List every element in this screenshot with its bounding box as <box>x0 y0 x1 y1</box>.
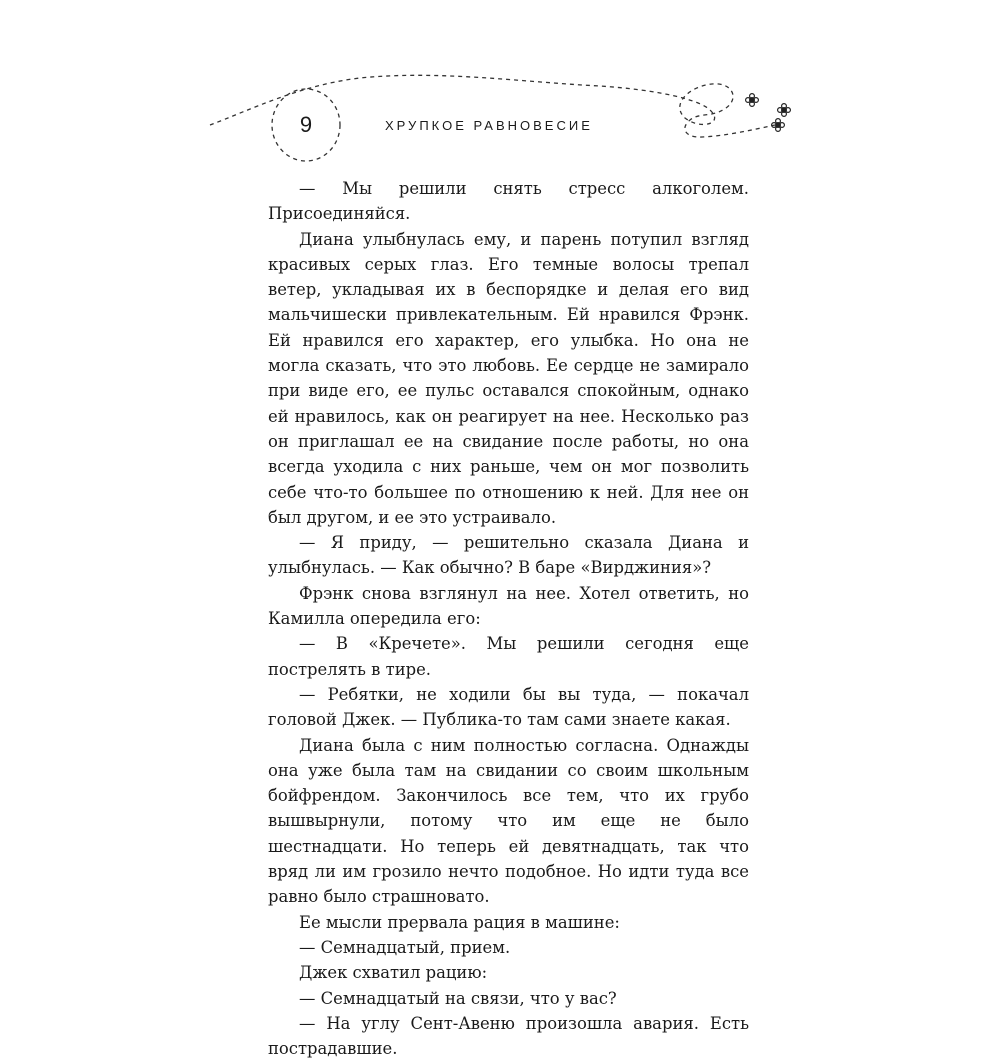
paragraph: — Мы решили снять стресс алкоголем. Присоединяйся. <box>268 179 749 224</box>
header-ornament <box>0 0 1000 180</box>
page-number: 9 <box>299 112 313 137</box>
flower-icon <box>746 94 759 107</box>
paragraph: — Ребятки, не ходили бы вы туда, — покачал головой Джек. — Публика-то там сами знаете какая. <box>268 684 749 730</box>
paragraph: — Я приду, — решительно сказала Диана и улыбнулась. — Как обычно? В баре «Вирджиния»? <box>268 533 749 578</box>
paragraph: Диана была с ним полностью согласна. Однажды она уже была там на свидании со своим школьным бойфрендом. Закончилось все тем, что их грубо вышвырнули, потому что им еще не было шестнадцати. Но теперь ей девятнадцать, так что вряд ли им грозило нечто подобное. Но идти туда все равно было страшновато. <box>268 735 749 907</box>
paragraph: Фрэнк снова взглянул на нее. Хотел ответить, но Камилла опередила его: <box>268 583 749 629</box>
paragraph: Ее мысли прервала рация в машине: <box>299 912 620 932</box>
body-text <box>268 176 749 1061</box>
paragraph: — В «Кречете». Мы решили сегодня еще пострелять в тире. <box>268 634 749 679</box>
paragraph: Джек схватил рацию: <box>299 963 488 983</box>
flower-icon <box>778 104 791 117</box>
paragraph: Диана улыбнулась ему, и парень потупил взгляд красивых серых глаз. Его темные волосы трепал ветер, укладывая их в беспорядке и делая его вид мальчишески привлекательным. Ей нравился Фрэнк. Ей нравился его характер, его улыбка. Но она не могла сказать, что это любовь. Ее сердце не замирало при виде его, ее пульс оставался спокойным, однако ей нравилось, как он реагирует на нее. Несколько раз он приглашал ее на свидание после работы, но она всегда уходила с них раньше, чем он мог позволить себе что-то большее по отношению к ней. Для нее он был другом, и ее это устраивало. <box>268 229 749 527</box>
paragraph: — На углу Сент-Авеню произошла авария. Есть пострадавшие. <box>268 1013 749 1059</box>
running-title: ХРУПКОЕ РАВНОВЕСИЕ <box>385 118 593 133</box>
paragraph: — Семнадцатый на связи, что у вас? <box>299 988 617 1008</box>
paragraph: — Семнадцатый, прием. <box>299 937 511 957</box>
